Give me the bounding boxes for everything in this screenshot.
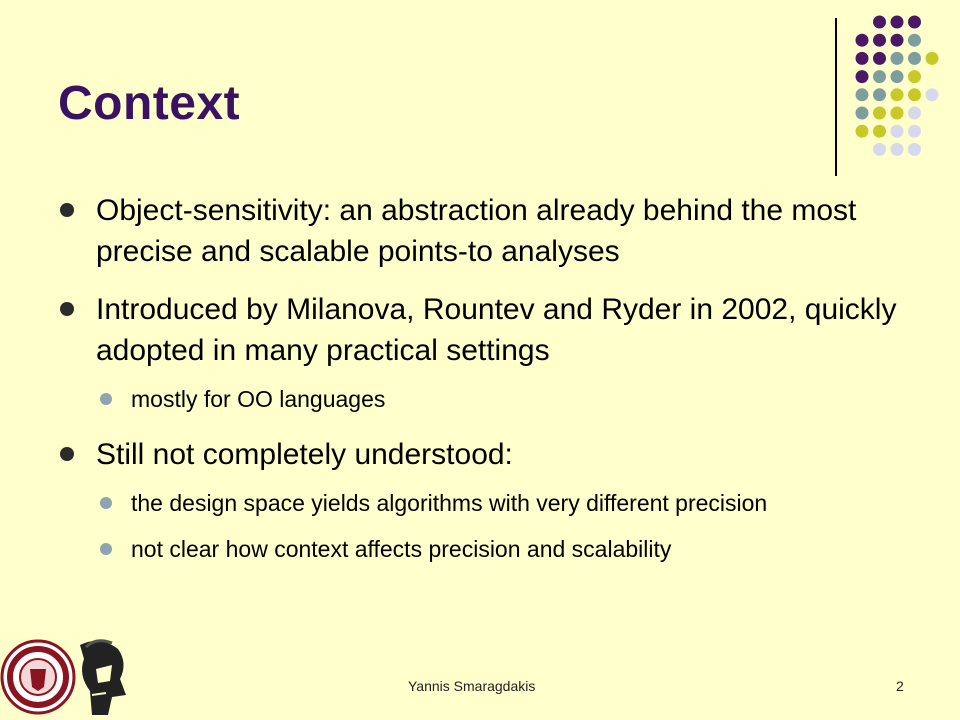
footer-logos xyxy=(0,635,135,720)
decorative-dot xyxy=(891,88,904,101)
slide-title: Context xyxy=(58,77,241,130)
bullet-1-text: Object-sensitivity: an abstraction already behind the most precise and scalable points-to analyses xyxy=(96,194,857,268)
bullet-3-sub-1-text: the design space yields algorithms with very different precision xyxy=(131,490,768,516)
decorative-dot xyxy=(908,16,921,29)
umass-seal-logo xyxy=(2,641,74,713)
decorative-dot xyxy=(908,125,921,138)
sub-bullet-dot-icon xyxy=(100,543,112,555)
footer-author: Yannis Smaragdakis xyxy=(408,678,536,694)
decorative-dot xyxy=(908,52,921,65)
decorative-dot xyxy=(891,107,904,120)
bullet-3-sub-2-text: not clear how context affects precision and scalability xyxy=(131,536,672,562)
decorative-dot xyxy=(908,88,921,101)
bullet-2-sub-1 xyxy=(60,382,910,416)
bullet-dot-icon xyxy=(60,302,74,316)
bullet-2 xyxy=(60,289,910,371)
bullet-3-text: Still not completely understood: xyxy=(96,438,513,471)
bullet-1 xyxy=(60,190,910,272)
decorative-dot xyxy=(891,52,904,65)
bullet-2-text: Introduced by Milanova, Rountev and Ryder in 2002, quickly adopted in many practical settings xyxy=(96,293,897,367)
bullet-3-sub-2 xyxy=(60,532,910,566)
decorative-dot xyxy=(856,107,869,120)
decorative-dot-grid xyxy=(0,0,960,180)
decorative-dot xyxy=(873,107,886,120)
page-number: 2 xyxy=(896,678,904,694)
decorative-dot xyxy=(908,143,921,156)
decorative-dot xyxy=(891,16,904,29)
decorative-dot xyxy=(873,34,886,47)
decorative-dot xyxy=(891,70,904,83)
sub-bullet-dot-icon xyxy=(100,497,112,509)
bullet-dot-icon xyxy=(60,447,74,461)
decorative-dot xyxy=(908,107,921,120)
slide-content xyxy=(60,190,910,584)
decorative-dot xyxy=(873,88,886,101)
bullet-dot-icon xyxy=(60,203,74,217)
decorative-dot xyxy=(856,125,869,138)
bullet-2-sub-1-text: mostly for OO languages xyxy=(131,386,386,412)
decorative-dot xyxy=(856,88,869,101)
decorative-dot xyxy=(908,70,921,83)
decorative-dot xyxy=(926,52,939,65)
decorative-dot xyxy=(873,52,886,65)
decorative-dot xyxy=(891,125,904,138)
spartan-helmet-logo xyxy=(80,641,126,715)
decorative-dot xyxy=(908,34,921,47)
decorative-dot xyxy=(873,16,886,29)
decorative-dot xyxy=(873,143,886,156)
decorative-dot xyxy=(873,70,886,83)
decorative-dot xyxy=(926,88,939,101)
sub-bullet-dot-icon xyxy=(100,393,112,405)
decorative-dot xyxy=(856,52,869,65)
decorative-dot xyxy=(891,143,904,156)
bullet-3-sub-1 xyxy=(60,486,910,520)
decorative-dot xyxy=(891,34,904,47)
decorative-dot xyxy=(873,125,886,138)
decorative-dot xyxy=(856,70,869,83)
decorative-dot xyxy=(856,34,869,47)
bullet-3 xyxy=(60,434,910,475)
